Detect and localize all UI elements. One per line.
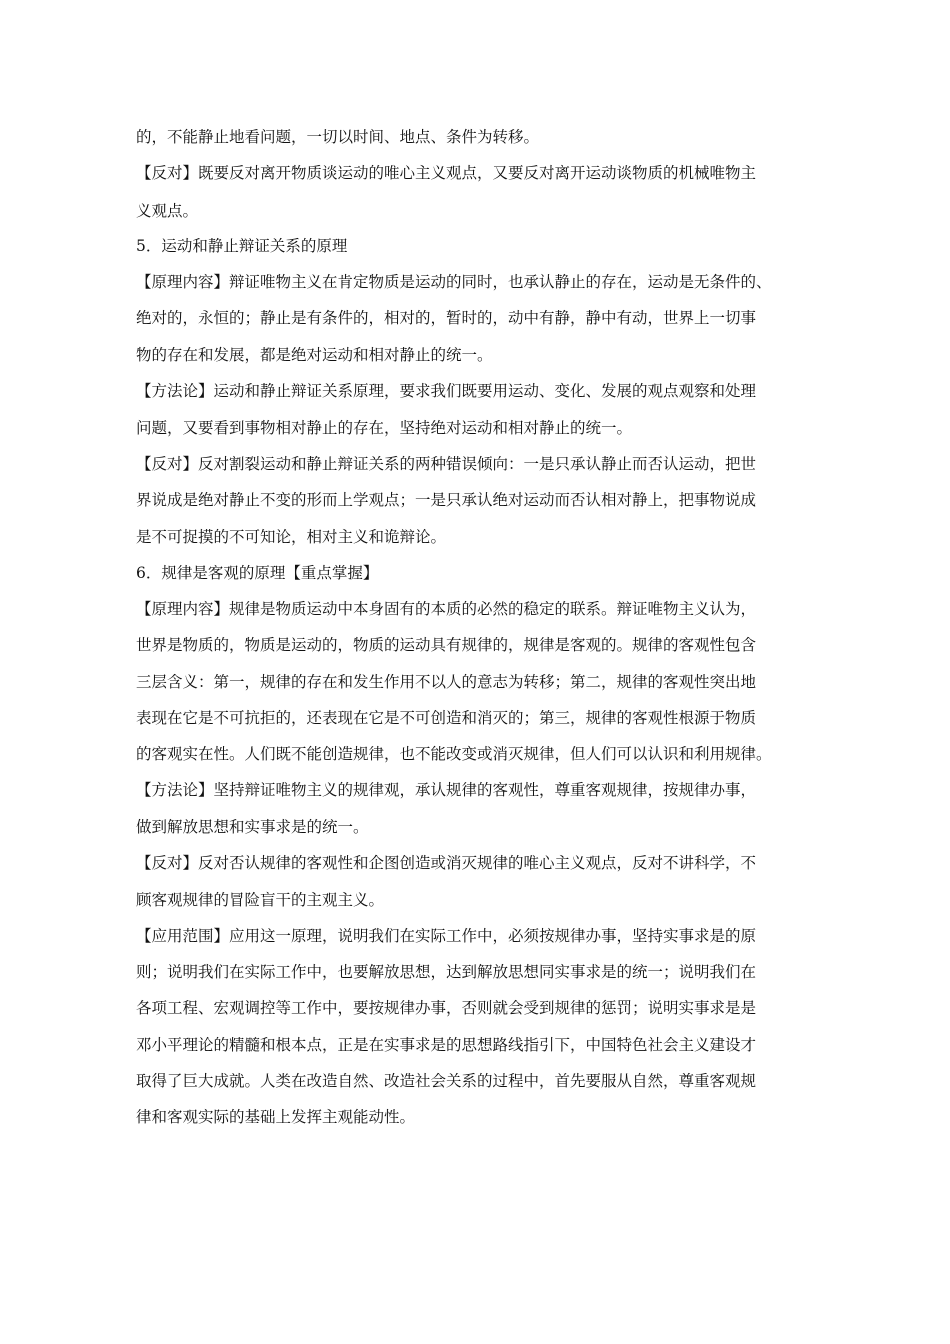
text-line: 则；说明我们在实际工作中，也要解放思想，达到解放思想同实事求是的统一；说明我们在	[136, 963, 757, 981]
text-line: 界说成是绝对静止不变的形而上学观点；一是只承认绝对运动而否认相对静上，把事物说成	[136, 491, 757, 509]
text-line: 【方法论】运动和静止辩证关系原理，要求我们既要用运动、变化、发展的观点观察和处理	[136, 382, 757, 400]
text-line: 【反对】既要反对离开物质谈运动的唯心主义观点，又要反对离开运动谈物质的机械唯物主	[136, 164, 757, 182]
text-line: 的客观实在性。人们既不能创造规律，也不能改变或消灭规律，但人们可以认识和利用规律。	[136, 745, 772, 763]
text-line: 世界是物质的，物质是运动的，物质的运动具有规律的，规律是客观的。规律的客观性包含	[136, 636, 757, 654]
text-line: 各项工程、宏观调控等工作中，要按规律办事，否则就会受到规律的惩罚；说明实事求是是	[136, 999, 757, 1017]
text-line: 律和客观实际的基础上发挥主观能动性。	[136, 1108, 416, 1126]
section-heading: 5．运动和静止辩证关系的原理	[136, 237, 348, 255]
text-line: 的，不能静止地看问题，一切以时间、地点、条件为转移。	[136, 128, 540, 146]
text-line: 【原理内容】辩证唯物主义在肯定物质是运动的同时，也承认静止的存在，运动是无条件的、	[136, 273, 772, 291]
text-line: 是不可捉摸的不可知论，相对主义和诡辩论。	[136, 528, 447, 546]
text-line: 问题，又要看到事物相对静止的存在，坚持绝对运动和相对静止的统一。	[136, 419, 633, 437]
text-line: 三层含义：第一，规律的存在和发生作用不以人的意志为转移；第二，规律的客观性突出地	[136, 673, 757, 691]
section-heading: 6．规律是客观的原理【重点掌握】	[136, 564, 379, 582]
text-line: 【反对】反对否认规律的客观性和企图创造或消灭规律的唯心主义观点，反对不讲科学，不	[136, 854, 757, 872]
text-line: 取得了巨大成就。人类在改造自然、改造社会关系的过程中，首先要服从自然，尊重客观规	[136, 1072, 757, 1090]
text-line: 表现在它是不可抗拒的，还表现在它是不可创造和消灭的；第三，规律的客观性根源于物质	[136, 709, 757, 727]
text-line: 物的存在和发展，都是绝对运动和相对静止的统一。	[136, 346, 493, 364]
text-line: 邓小平理论的精髓和根本点，正是在实事求是的思想路线指引下，中国特色社会主义建设才	[136, 1036, 757, 1054]
text-line: 顾客观规律的冒险盲干的主观主义。	[136, 891, 385, 909]
text-line: 做到解放思想和实事求是的统一。	[136, 818, 369, 836]
text-line: 【应用范围】应用这一原理，说明我们在实际工作中，必须按规律办事，坚持实事求是的原	[136, 927, 757, 945]
text-line: 【反对】反对割裂运动和静止辩证关系的两种错误倾向：一是只承认静止而否认运动，把世	[136, 455, 757, 473]
text-line: 义观点。	[136, 202, 199, 220]
text-line: 【原理内容】规律是物质运动中本身固有的本质的必然的稳定的联系。辩证唯物主义认为，	[136, 600, 757, 618]
text-line: 绝对的，永恒的；静止是有条件的，相对的，暂时的，动中有静，静中有动，世界上一切事	[136, 309, 757, 327]
text-line: 【方法论】坚持辩证唯物主义的规律观，承认规律的客观性，尊重客观规律，按规律办事，	[136, 781, 757, 799]
